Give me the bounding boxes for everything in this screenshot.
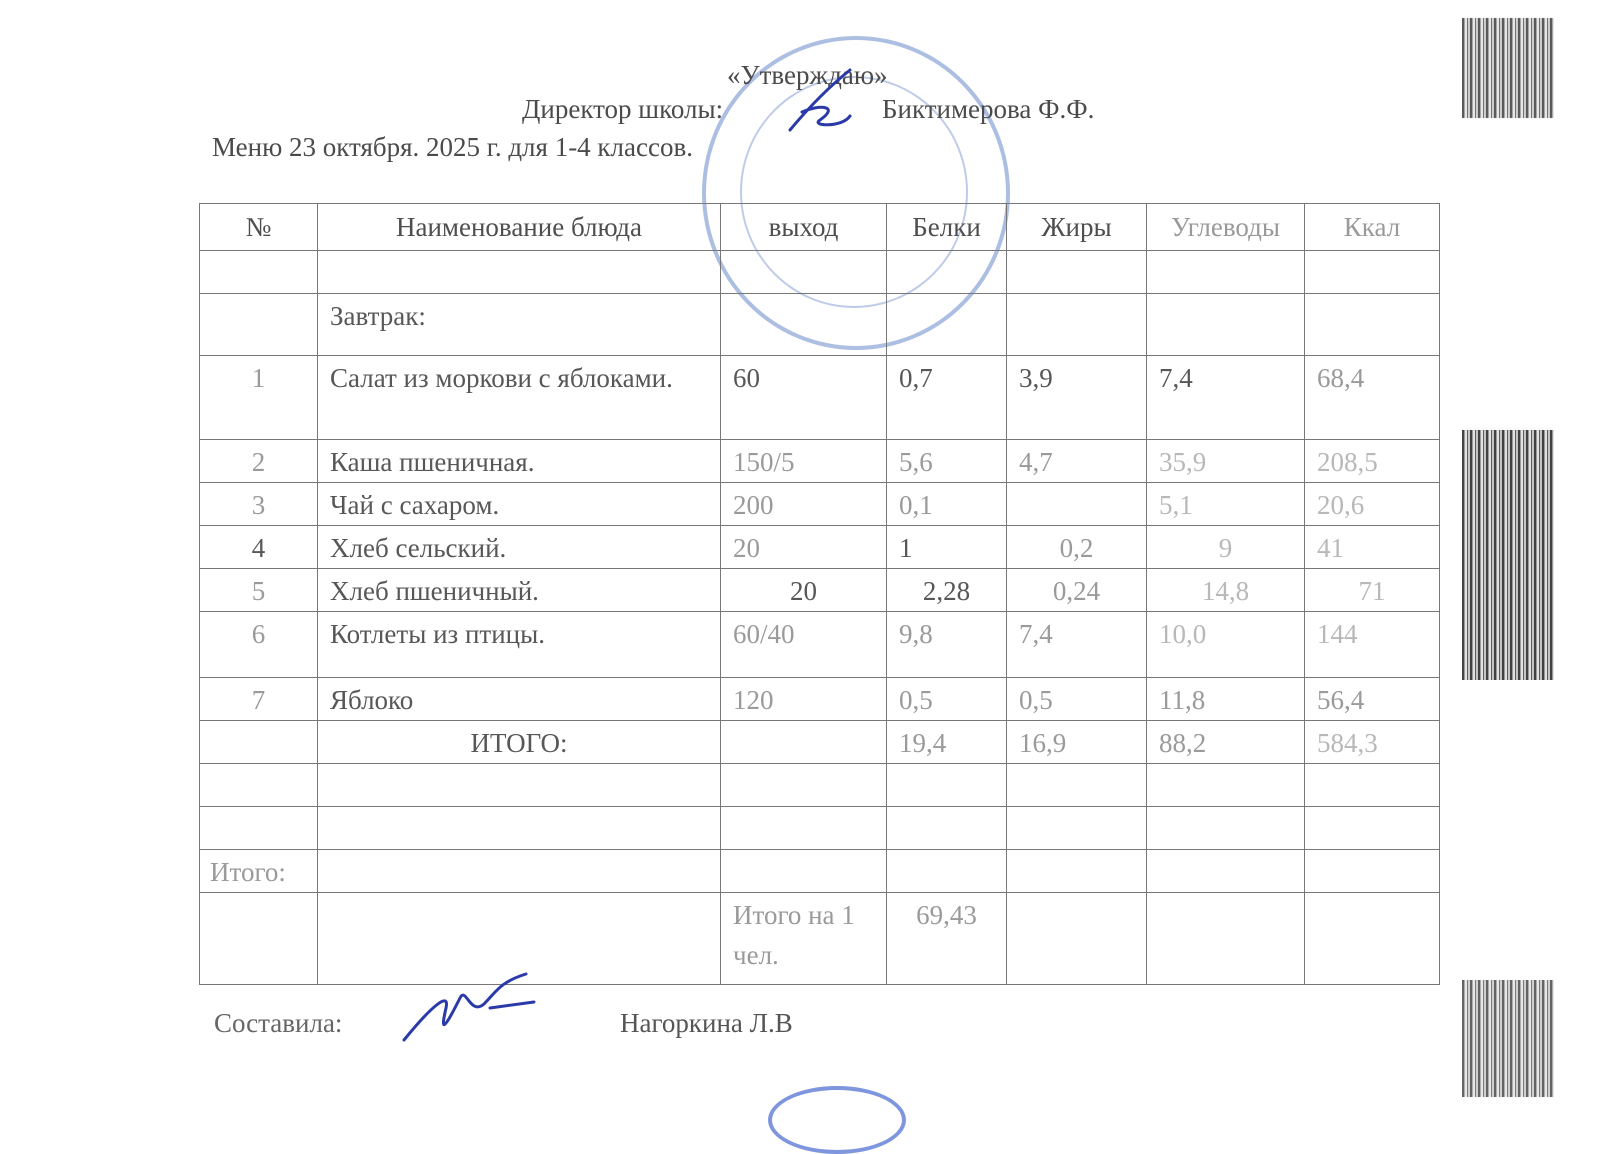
dish-carbs: 7,4 [1147, 356, 1305, 440]
per-person-row [200, 893, 1440, 985]
per-person-label: Итого на 1 чел. [721, 893, 887, 985]
section-label: Завтрак: [318, 294, 721, 356]
subtotal-kcal: 584,3 [1305, 721, 1440, 764]
dish-protein: 9,8 [887, 612, 1007, 678]
dish-protein: 2,28 [887, 569, 1007, 612]
compiled-by-name: Нагоркина Л.В [620, 1008, 793, 1038]
dish-carbs: 9 [1147, 526, 1305, 569]
table-header-row [200, 204, 1440, 251]
dish-fat: 4,7 [1007, 440, 1147, 483]
per-person-value: 69,43 [887, 893, 1007, 985]
table-row [200, 569, 1440, 612]
dish-name: Хлеб пшеничный. [318, 569, 721, 612]
dish-protein: 1 [887, 526, 1007, 569]
col-header-number: № [200, 204, 318, 251]
dish-name: Каша пшеничная. [318, 440, 721, 483]
row-number: 2 [200, 440, 318, 483]
table-row [200, 612, 1440, 678]
dish-output: 60 [721, 356, 887, 440]
dish-name: Салат из моркови с яблоками. [318, 356, 721, 440]
compiler-signature [400, 968, 540, 1048]
dish-kcal: 41 [1305, 526, 1440, 569]
scan-artifact-middle [1462, 430, 1554, 680]
row-number: 7 [200, 678, 318, 721]
col-header-protein: Белки [887, 204, 1007, 251]
empty-row [200, 251, 1440, 294]
col-header-carbs: Углеводы [1147, 204, 1305, 251]
scan-artifact-top [1462, 18, 1554, 118]
row-number: 4 [200, 526, 318, 569]
dish-fat: 3,9 [1007, 356, 1147, 440]
bottom-stamp [768, 1086, 906, 1154]
subtotal-carbs: 88,2 [1147, 721, 1305, 764]
total-row [200, 850, 1440, 893]
empty-row [200, 764, 1440, 807]
table-row [200, 483, 1440, 526]
menu-title: Меню 23 октября. 2025 г. для 1-4 классов. [212, 132, 693, 162]
subtotal-fat: 16,9 [1007, 721, 1147, 764]
approve-label: «Утверждаю» [727, 60, 888, 90]
row-number: 3 [200, 483, 318, 526]
col-header-fat: Жиры [1007, 204, 1147, 251]
dish-protein: 0,1 [887, 483, 1007, 526]
subtotal-protein: 19,4 [887, 721, 1007, 764]
dish-kcal: 208,5 [1305, 440, 1440, 483]
dish-protein: 0,7 [887, 356, 1007, 440]
dish-kcal: 56,4 [1305, 678, 1440, 721]
dish-fat: 0,2 [1007, 526, 1147, 569]
empty-row [200, 807, 1440, 850]
col-header-dish-name: Наименование блюда [318, 204, 721, 251]
dish-carbs: 5,1 [1147, 483, 1305, 526]
section-row [200, 294, 1440, 356]
row-number: 1 [200, 356, 318, 440]
dish-kcal: 68,4 [1305, 356, 1440, 440]
dish-fat: 7,4 [1007, 612, 1147, 678]
dish-fat: 0,5 [1007, 678, 1147, 721]
dish-carbs: 14,8 [1147, 569, 1305, 612]
dish-name: Хлеб сельский. [318, 526, 721, 569]
dish-kcal: 144 [1305, 612, 1440, 678]
compiled-by-label: Составила: [214, 1008, 343, 1038]
dish-carbs: 11,8 [1147, 678, 1305, 721]
dish-output: 20 [721, 526, 887, 569]
dish-name: Чай с сахаром. [318, 483, 721, 526]
scan-artifact-bottom [1462, 980, 1554, 1097]
dish-kcal: 71 [1305, 569, 1440, 612]
table-row [200, 440, 1440, 483]
director-name: Биктимерова Ф.Ф. [882, 94, 1095, 124]
row-number: 6 [200, 612, 318, 678]
director-signature [780, 66, 870, 136]
dish-fat: 0,24 [1007, 569, 1147, 612]
table-row [200, 678, 1440, 721]
dish-output: 200 [721, 483, 887, 526]
dish-output: 60/40 [721, 612, 887, 678]
dish-fat [1007, 483, 1147, 526]
dish-carbs: 10,0 [1147, 612, 1305, 678]
dish-output: 120 [721, 678, 887, 721]
subtotal-label: ИТОГО: [318, 721, 721, 764]
row-number: 5 [200, 569, 318, 612]
subtotal-row [200, 721, 1440, 764]
dish-protein: 5,6 [887, 440, 1007, 483]
director-label: Директор школы: [522, 94, 724, 124]
dish-output: 150/5 [721, 440, 887, 483]
dish-carbs: 35,9 [1147, 440, 1305, 483]
dish-name: Котлеты из птицы. [318, 612, 721, 678]
table-row [200, 526, 1440, 569]
total-label: Итого: [200, 850, 318, 893]
dish-output: 20 [721, 569, 887, 612]
dish-kcal: 20,6 [1305, 483, 1440, 526]
table-row [200, 356, 1440, 440]
dish-protein: 0,5 [887, 678, 1007, 721]
menu-table [199, 203, 1440, 985]
dish-name: Яблоко [318, 678, 721, 721]
col-header-kcal: Ккал [1305, 204, 1440, 251]
col-header-output: выход [721, 204, 887, 251]
